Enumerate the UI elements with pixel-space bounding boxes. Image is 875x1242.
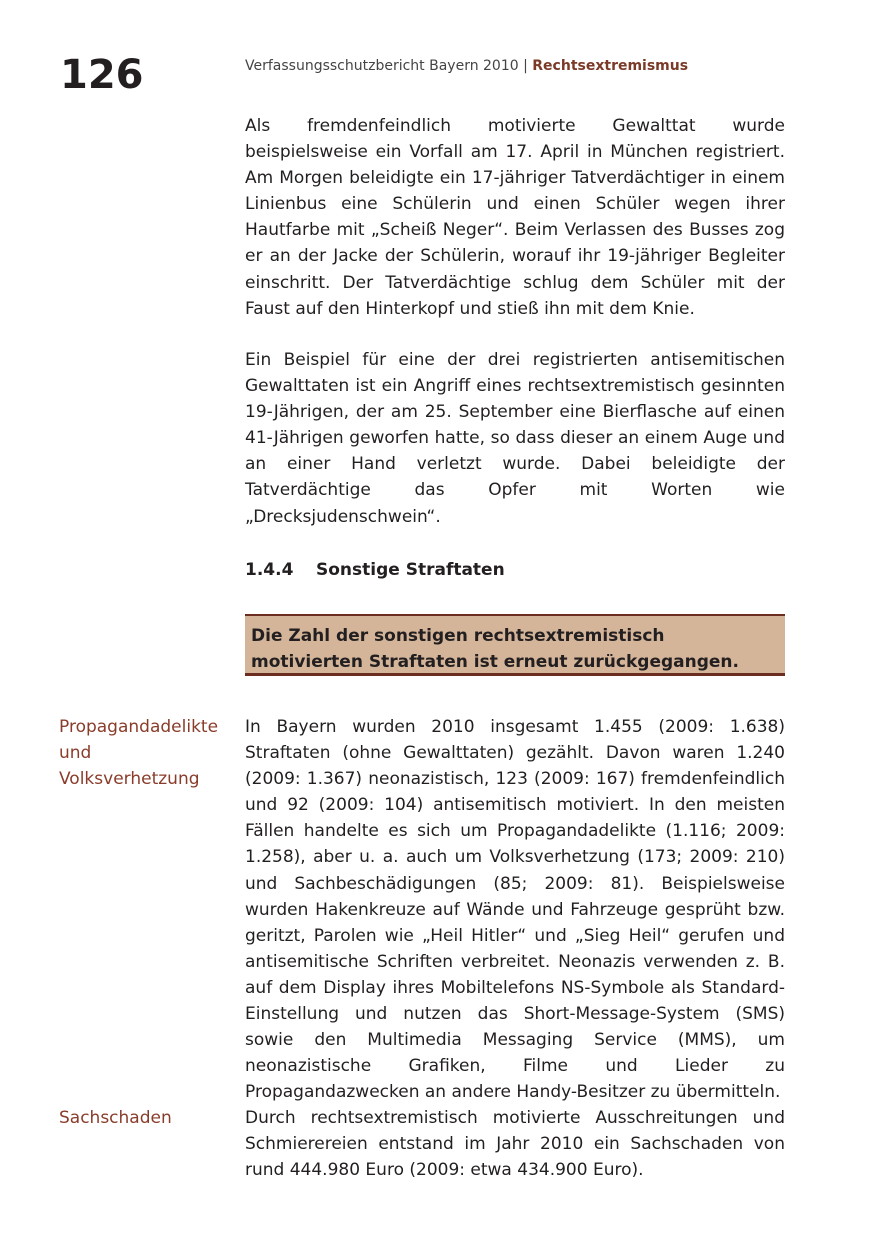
margin-note-line: Volksverhetzung <box>59 769 200 789</box>
section-number: 1.4.4 <box>245 560 294 580</box>
section-heading <box>245 557 505 583</box>
margin-note-propaganda <box>59 714 229 792</box>
publication-title: Verfassungsschutzbericht Bayern 2010 | <box>245 58 533 74</box>
margin-note-line: Propagandadelikte <box>59 717 219 737</box>
running-header <box>245 56 688 76</box>
paragraph-xenophobic-incident: Als fremdenfeindlich motivierte Gewalttat wurde beispielsweise ein Vorfall am 17. April in München registriert. Am Morgen beleidigte ein 17-jähriger Tatverdächtiger in einem Linienbus eine Schülerin und einen Schüler wegen ihrer Hautfarbe mit „Scheiß Neger“. Beim Verlassen des Busses zog er an der Jacke der Schülerin, worauf ihr 19-jähriger Begleiter einschritt. Der Tatverdächtige schlug dem Schüler mit der Faust auf den Hinterkopf und stieß ihn mit dem Knie. <box>245 116 785 319</box>
paragraph-other-offenses: In Bayern wurden 2010 insgesamt 1.455 (2009: 1.638) Straftaten (ohne Gewalttaten) gezählt. Davon waren 1.240 (2009: 1.367) neonazistisch, 123 (2009: 167) fremdenfeindlich und 92 (2009: 104) antisemitisch motiviert. In den meisten Fällen handelte es sich um Propagandadelikte (1.116; 2009: 1.258), aber u. a. auch um Volksverhetzung (173; 2009: 210) und Sachbeschädigungen (85; 2009: 81). Beispielsweise wurden Hakenkreuze auf Wände und Fahrzeuge gesprüht bzw. geritzt, Parolen wie „Heil Hitler“ und „Sieg Heil“ gerufen und antisemitische Schriften verbreitet. Neonazis verwenden z. B. auf dem Display ihres Mobiltelefons NS-Symbole als Standard-Einstellung und nutzen das Short-Message-System (SMS) sowie den Multimedia Messaging Service (MMS), um neonazistische Grafiken, Filme und Lieder zu Propagandazwecken an andere Handy-Besitzer zu übermitteln. <box>245 717 785 1103</box>
chapter-title: Rechtsextremismus <box>532 58 689 74</box>
paragraph-property-damage: Durch rechtsextremistisch motivierte Ausschreitungen und Schmierereien entstand im Jahr 2010 ein Sachschaden von rund 444.980 Euro (2009: etwa 434.900 Euro). <box>245 1108 785 1181</box>
margin-note-sachschaden: Sachschaden <box>59 1108 172 1128</box>
summary-callout-box: Die Zahl der sonstigen rechtsextremistisch motivierten Straftaten ist erneut zurückgegangen. <box>245 614 785 676</box>
margin-note-line: und <box>59 743 92 763</box>
page-number: 126 <box>60 52 144 98</box>
section-title: Sonstige Straftaten <box>316 560 505 580</box>
paragraph-antisemitic-incident: Ein Beispiel für eine der drei registrierten antisemitischen Gewalttaten ist ein Angriff eines rechtsextremistisch gesinnten 19-Jährigen, der am 25. September eine Bierflasche auf einen 41-Jährigen geworfen hatte, so dass dieser an einem Auge und an einer Hand verletzt wurde. Dabei beleidigte der Tatverdächtige das Opfer mit Worten wie „Drecksjudenschwein“. <box>245 350 785 527</box>
